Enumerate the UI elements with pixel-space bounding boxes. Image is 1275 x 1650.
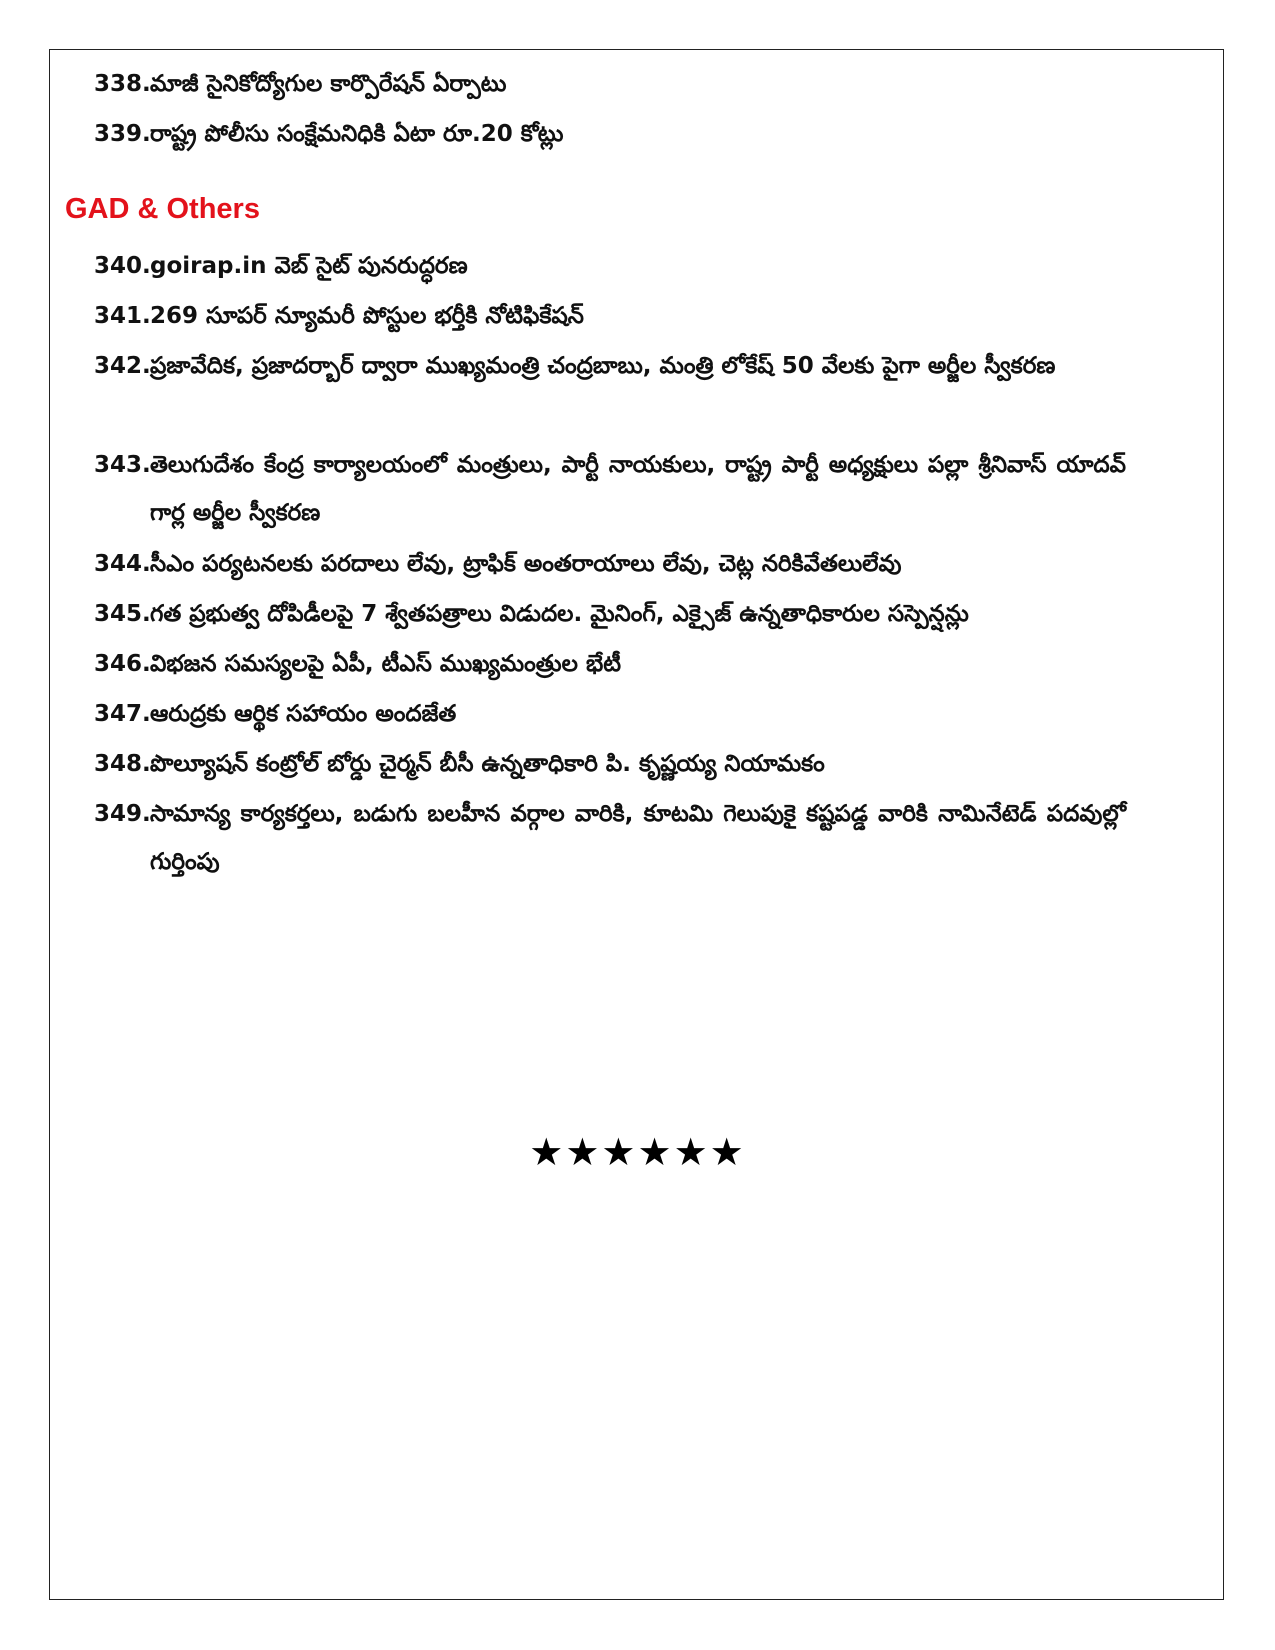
item-number: 347.	[94, 701, 151, 727]
list-item	[94, 292, 1126, 340]
item-text: 269 సూపర్ న్యూమరీ పోస్టుల భర్తీకి నోటిఫికేషన్	[150, 303, 584, 329]
item-text: ఆరుద్రకు ఆర్థిక సహాయం అందజేత	[150, 701, 457, 727]
item-text: ప్రజావేదిక, ప్రజాదర్బార్ ద్వారా ముఖ్యమంత్రి చంద్రబాబు, మంత్రి లోకేష్ 50 వేలకు పైగా అర్జీల స్వీకరణ	[150, 353, 1056, 379]
item-number: 339.	[94, 121, 151, 147]
item-text: సీఎం పర్యటనలకు పరదాలు లేవు, ట్రాఫిక్ అంతరాయాలు లేవు, చెట్ల నరికివేతలులేవు	[150, 551, 902, 577]
list-item	[94, 110, 1126, 158]
list-item	[94, 640, 1126, 688]
list-item	[94, 590, 1126, 638]
list-item	[94, 740, 1126, 788]
item-text: రాష్ట్ర పోలీసు సంక్షేమనిధికి ఏటా రూ.20 కోట్లు	[150, 121, 564, 147]
list-item	[94, 540, 1126, 588]
item-number: 344.	[94, 551, 151, 577]
item-number: 343.	[94, 452, 151, 478]
item-number: 340.	[94, 253, 151, 279]
item-number: 349.	[94, 801, 151, 827]
item-number: 342.	[94, 353, 151, 379]
list-item	[94, 790, 1126, 886]
item-number: 341.	[94, 303, 151, 329]
item-number: 346.	[94, 651, 151, 677]
list-item	[94, 342, 1126, 390]
list-item	[94, 441, 1126, 537]
item-text: మాజీ సైనికోద్యోగుల కార్పొరేషన్ ఏర్పాటు	[150, 71, 507, 97]
item-number: 348.	[94, 751, 151, 777]
item-number: 345.	[94, 601, 151, 627]
list-item	[94, 690, 1126, 738]
list-item	[94, 60, 1126, 108]
item-text: తెలుగుదేశం కేంద్ర కార్యాలయంలో మంత్రులు, పార్టీ నాయకులు, రాష్ట్ర పార్టీ అధ్యక్షులు పల్లా శ్రీనివాస్ యాదవ్ గార్ల అర్జీల స్వీకరణ	[150, 452, 1126, 526]
list-item	[94, 242, 1126, 290]
item-text: goirap.in వెబ్ సైట్ పునరుద్ధరణ	[150, 253, 468, 279]
item-text: పొల్యూషన్ కంట్రోల్ బోర్డు చైర్మన్ బీసీ ఉన్నతాధికారి పి. కృష్ణయ్య నియామకం	[150, 751, 825, 777]
footer-stars: ★★★★★★	[529, 1130, 746, 1174]
item-text: సామాన్య కార్యకర్తలు, బడుగు బలహీన వర్గాల వారికి, కూటమి గెలుపుకై కష్టపడ్డ వారికి నామినేటెడ్ పదవుల్లో గుర్తింపు	[150, 801, 1126, 875]
item-number: 338.	[94, 71, 151, 97]
section-title: GAD & Others	[65, 193, 260, 225]
item-text: విభజన సమస్యలపై ఏపీ, టీఎస్ ముఖ్యమంత్రుల భేటీ	[150, 651, 621, 677]
item-text: గత ప్రభుత్వ దోపిడీలపై 7 శ్వేతపత్రాలు విడుదల. మైనింగ్, ఎక్సైజ్ ఉన్నతాధికారుల సస్పెన్షన్లు	[150, 601, 969, 627]
